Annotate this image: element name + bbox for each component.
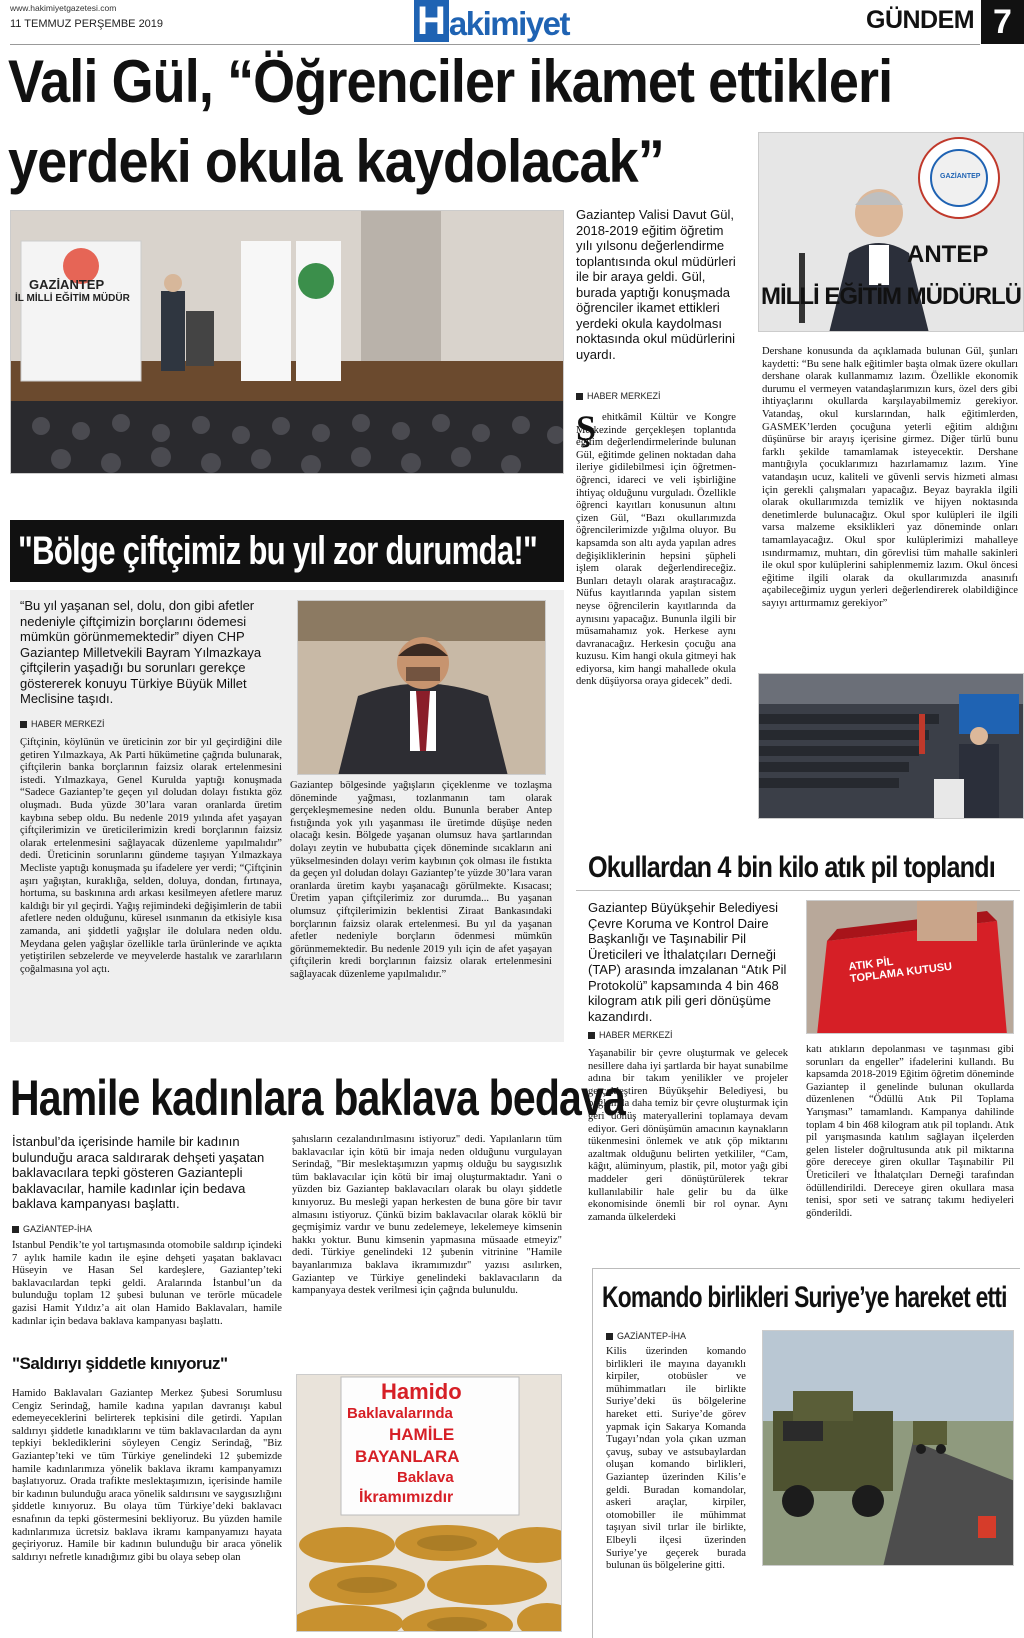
issue-date: 11 TEMMUZ PERŞEMBE 2019 — [10, 18, 164, 30]
governor-portrait-photo — [758, 132, 1024, 332]
sign-line1: Hamido — [381, 1379, 462, 1404]
byline-text: HABER MERKEZİ — [599, 1030, 673, 1040]
article2-column2: Gaziantep bölgesinde yağışların çiçeklenme ve tozlaşma döneminde yağması, tozlanmanın tam olarak gerçekleşmemesine neden oldu. Bununla beraber Antep fıstığında yok yılı yaşanması ile üretimde düşüşe neden olacağı kesin. Bölgede yaşanan olumsuz hava şartlarından dolayı zeytin ve hububatta çiçek döneminde sıcakların ani yükselmesinden dolayı verim kaybının çok olması ile fıstıkta da geçen yıl doludan dolayı Gaziantep’te yüzde 30’lara varan oranlarda üretim kaybı yaşanacağı görülmekte. Kısacası; Üretim yapan çiftçilerimiz zor durumda... Bu yaşanan olumsuz çiftçilerimizin beklentisi Ziraat Bankasındaki borçlarının faizsiz olarak ertelenmesi. Bu yıl da yaşanan afetler nedeniyle borçların ödenmesi mümkün görünmemektedir. Bu nedenle 2019 yılı için de afet yaşayan çiftçilerin kredi borçlarının faizsiz olarak ertelenmesini sağlayacak düzenleme yapılmalıdır.” — [290, 780, 552, 980]
article3-rule — [576, 890, 1020, 891]
byline-text: HABER MERKEZİ — [587, 391, 661, 401]
article4-headline: Hamile kadınlara baklava bedava — [10, 1070, 625, 1126]
article2-headline: "Bölge çiftçimiz bu yıl zor durumda!" — [18, 529, 538, 573]
article5-headline: Komando birlikleri Suriye’ye hareket etti — [602, 1281, 1007, 1314]
article1-headline-line1: Vali Gül, “Öğrenciler ikamet ettikleri — [8, 48, 893, 115]
article4-column1b: Hamido Baklavaları Gaziantep Merkez Şubesi Sorumlusu Cengiz Serindağ, hamile kadına yapılan davranışı kabul edemeyeceklerini belirterek tepkisini dile getirdi. Yapılan saldırıyı şiddetle kınadıklarını ve tüm baklavacılardan da aynı tepkiyi beklediklerini söyleyen Cengiz Serindağ, "Biz Gaziantep’teki ve tüm Türkiye genelindeki 12 şubemizde hamile kadınlarımıza yönelik baklava ikramı kampanyamızı başlatıyoruz. Orada trafikte meslektaşımızın, içerisinde hamile bir kadının bulunduğu araca yönelik saldırısını ve saygısızlığını şiddetle kınıyoruz. Bu olaya tüm Türkiye’deki baklavacı esnafının da tepki göstermesini bekliyoruz. Bu yüzden hamile kadınlarımıza ücretsiz baklava ikramı kampanyamızı hayata geçiriyoruz. Hamile bir kadının bulunduğu bir araca yönelik saldırıyı nefretle kınadığımız gibi bu olaya sebep olan — [12, 1388, 282, 1563]
portrait-banner-line1: ANTEP — [907, 241, 989, 268]
sign-line6: İkramımızdır — [359, 1489, 454, 1506]
byline-marker — [606, 1333, 613, 1340]
sign-line2: Baklavalarında — [347, 1405, 453, 1422]
byline-text: GAZİANTEP-İHA — [617, 1331, 687, 1341]
byline-text: GAZİANTEP-İHA — [23, 1224, 93, 1234]
battery-box-photo — [806, 900, 1014, 1034]
sign-line5: Baklava — [397, 1469, 454, 1486]
mp-portrait-art — [298, 601, 546, 775]
article1-column2: Dershane konusunda da açıklamada bulunan Gül, şunları kaydetti: “Bu sene halk eğitimler başta olmak üzere okulları dershane olarak kullanmamız lazım. Özellikle ekonomik durumu el vermeyen vatandaşlarımızın kurs, özel ders gibi ihtiyaçlarını okullarda karşılayabilmemiz gerekiyor. Vatandaş, okul kurslarından, halk eğitimlerden, GASMEK’lerden çocuğuna yeterli eğitim aldığını düşünürse bir arayış içerisine girmez. Diğer türlü bunu farklı şekilde tamamlamak isteyecektir. Dershane mantığıyla çocuklarımızı hazırlamamız lazım. Yine vatandaşın ucuz, kaliteli ve güvenli servis hizmeti alması için gerekli çalışmaları yapacağız. Beyaz bayrakla ilgili olarak okullarımızda temizlik ve hijyen noktasında denetimlerde bulunacağız. Okul spor kulüpleri ile ilgili varsa malzeme eksiklikleri yaz döneminde onları tamamlayacağız. Okul spor kulüplerimizi mahalleye ısındırmamız, muhtarı, din görevlisi tüm mahalle sakinleri ile okul spor kulüplerini sahiplenmemiz lazım. Okul öncesi eğitime ilgili olarak da okullarımızda anasınıfı açabileceğimiz uygun yerleri değerlendirerek olabildiğince sayıyı arttırmamız gerekiyor” — [762, 346, 1018, 609]
article1-dropcap: Ş — [576, 408, 597, 448]
baklava-sign-photo — [296, 1374, 562, 1632]
article4-column1a: İstanbul Pendik’te yol tartışmasında otomobile saldırıp içindeki 7 aylık hamile kadın ile eşine dehşeti yaşatan baklavacı Hüseyin ve Hasan Sel kardeşlere, Gaziantep’teki baklavacılardan tepki geldi. Aralarında İstanbul’un da bulunduğu toplam 12 şubesi bulunan ve terörle mücadele gazisi Hamit Yıldız’a ait olan Hamido Baklavaları, hamile kadınlar için bedava baklava kampanyası başlattı. — [12, 1240, 282, 1327]
article5-byline — [606, 1331, 686, 1341]
section-name: GÜNDEM — [866, 6, 975, 34]
stage-banner-line1: GAZİANTEP — [29, 277, 105, 292]
portrait-banner-line2: MİLLİ EĞİTİM MÜDÜRLÜ — [761, 283, 1021, 310]
byline-marker — [588, 1032, 595, 1039]
byline-marker — [20, 721, 27, 728]
article1-headline-line2: yerdeki okula kaydolacak” — [8, 128, 664, 195]
logo-letter: H — [414, 0, 449, 42]
masthead-logo[interactable] — [414, 0, 606, 42]
military-vehicle-art — [763, 1331, 1014, 1566]
article4-column2: şahısların cezalandırılmasını istiyoruz" dedi. Yapılanların tüm baklavacılar için kötü bir imaja neden olduğunu vurgulayan Serindağ, "Bir meslektaşımızın yapmış olduğu bu saygısızlık tüm baklavacılar için kötü bir imaj oluşturmaktadır. Yani o yüzden biz Gaziantep baklavacıları olarak bu olayı şiddetle kınıyoruz. Bu mesleği yapan herkesten de buna göre bir tavır almasını istiyoruz. Çünkü bizim baklavacılar olarak köklü bir geçmişimiz vardır ve bunu zedelemeye, lekelemeye kimsenin hakkı yoktur. Bunu kimsenin yapmasına müsaade etmeyiz" dedi. Türkiye genelindeki 12 şubenin vitrinine "Hamile bayanlarımıza baklava ikramımızdır" yazısı asılırken, Gaziantep ve Türkiye genelindeki baklavacıların da kampanyaya destek verilmesi için çağrıda bulunuldu. — [292, 1134, 562, 1297]
sign-line4: BAYANLARA — [355, 1447, 460, 1466]
stage-banner-line2: İL MİLLİ EĞİTİM MÜDÜR — [15, 293, 130, 304]
article3-lead: Gaziantep Büyükşehir Belediyesi Çevre Koruma ve Kontrol Daire Başkanlığı ve Taşınabilir Pil Üreticileri ve İthalatçıları Derneği (TAP) arasında imzalanan “Atık Pil Protokolü” kapsamında 4 bin 468 kilogram atık pili geri dönüşüme kazandırdı. — [588, 900, 787, 1024]
article3-byline — [588, 1030, 673, 1040]
conference-hall-photo — [758, 673, 1024, 819]
article1-byline — [576, 391, 661, 401]
portrait-seal-text: GAZİANTEP — [940, 173, 981, 180]
conference-photo — [10, 210, 564, 474]
article4-byline — [12, 1224, 92, 1234]
byline-marker — [12, 1226, 19, 1233]
article2-column1: Çiftçinin, köylünün ve üreticinin zor bir yıl geçirdiğini dile getiren Yılmazkaya, Ak Parti hükümetine çağrıda bulunarak, çiftçilerin banka borçlarının faizsiz olarak ertelenmesini istedi. Yılmazkaya, Genel Kurulda yaptığı konuşmada “Sadece Gaziantep’te geçen yıl doludan dolayı fıstıkta göz oluşmadı. Buda yüzde 30’lara varan oranlarda üretim kaybına sebep oldu. Bu nedenle 2019 yılında afet yaşayan çiftçilerimizin ve üreticilerimizin kredi borçlarının faizsiz olarak ertelenmesini sağlayacak düzenleme yapılmalıdır” dedi. Üreticinin sorunlarını gündeme taşıyan Yılmazkaya Mecliste yaptığı konuşmada şu ifadelere yer verdi; “Çiftçinin aşırı yağıştan, kuraklığa, selden, doluya, dondan, fırtınaya, hortuma, su baskınına ardı arkası kesilmeyen afetlere maruz kaldığı bir yıl geçirdi. Yağış rejimindeki değişimlerin de tabii afetlere neden olduğunu, küresel ısınmanın da etkisiyle kısa zamanda, ani şiddetli yağışlar ile dolulara neden oldu. Meydana gelen yağışlar özellikle tarla ürünlerinde ve açıkta yetiştirilen sebzelerde ve meyvelerde hastalık ve zararlıların çoğalmasına yol açtı. — [20, 737, 282, 975]
article1-lead: Gaziantep Valisi Davut Gül, 2018-2019 eğitim öğretim yılı yılsonu değerlendirme toplantısında okul müdürleri ile bir araya geldi. Gül, burada yaptığı konuşmada öğrenciler ikamet ettikleri yerdeki okula kaydolması noktasında okul müdürlerini uyardı. — [576, 207, 736, 362]
byline-marker — [576, 393, 583, 400]
page-number: 7 — [981, 0, 1024, 44]
military-vehicle-photo — [762, 1330, 1014, 1566]
article1-column1 — [576, 408, 736, 822]
conference-hall-art — [759, 674, 1024, 819]
battery-box-label: ATIK PİL TOPLAMA KUTUSU — [847, 955, 953, 986]
article4-subhead: "Saldırıyı şiddetle kınıyoruz" — [12, 1354, 228, 1373]
website-url[interactable]: www.hakimiyetgazetesi.com — [10, 3, 117, 13]
article3-column1: Yaşanabilir bir çevre oluşturmak ve gelecek nesillere daha iyi şartlarda bir hayat sunabilme adına bir takım yenilikler ve projeler gerçekleştiren Büyükşehir Belediyesi, bu bağlamda daha temiz bir çevre oluşturmak için geri dönüş materyallerini toplamaya devam ediyor. Geri dönüşümün amacının kaynakların tükenmesini önlemek ve atık çöp miktarını azaltmak olduğunu belirten yetkililer, “Cam, kâğıt, alüminyum, plastik, pil, motor yağı gibi maddeler geri dönüştürülerek tekrar kullanılabilir hale gelir bu da ülke ekonomisinde önemli bir rol oynar. Aynı zamanda ülkelerdeki — [588, 1048, 788, 1223]
article1-column1-text: ehitkâmil Kültür ve Kongre Merkezinde gerçekleşen toplantıda eğitim değerlendirmelerinde bulunan Gül, eğitimde gelinen noktadan daha ileriye gidilebilmesi için öğretmen-öğrenci, idareci ve veli işbirliğine ihtiyaç olduğunu vurguladı. Özellikle öğrenci kayıtları konusunun altını çizen Gül, “Bazı okullarımızda öğrencilerimizde yığılma oluyor. Bu kapsamda son altı ayda yapılan adres değişikliklerinin hepsini şüpheli işlem olarak değerlendireceğiz. Bunları detaylı olarak araştıracağız. Nüfus kayıtlarında yapılan sistem neyse öğrencilerin kayıtlarında da aynısını yapacağız. Bununla ilgili bir müsamahamız yok. Herkese aynı davranacağız. Herkesin çocuğu ana kuzusu. Kim hangi okula gitmeyi hak ediyorsa, kim hangi mahallede okula denk düşüyorsa oraya gidecek” dedi. — [576, 412, 736, 688]
sign-line3: HAMİLE — [389, 1425, 455, 1444]
byline-text: HABER MERKEZİ — [31, 719, 105, 729]
article2-byline — [20, 719, 105, 729]
article5-body: Kilis üzerinden komando birlikleri ile mayına dayanıklı kirpiler, otobüsler ve mühimmatları ile birlikte Suriye’deki üs bölgelerine hareket etti. Suriye’de görev yapmak için Sakarya Komanda Tugayı’ndan yola çıkan uzman çavuş, subay ve astsubaylardan oluşan komando birlikleri, Gaziantep üzerinden Kilis’e geldi. Buradan komandolar, askeri araçlar, kirpiler, otomobiller ile mühimmat taşıyan sivil tırlar ile birlikte, Elbeyli ilçesi üzerinden Suriye’ye geçerek burada bulunan üs bölgelerine gitti. — [606, 1346, 746, 1572]
article3-headline: Okullardan 4 bin kilo atık pil toplandı — [588, 851, 995, 884]
article2-lead: “Bu yıl yaşanan sel, dolu, don gibi afetler nedeniyle çiftçimizin borçlarını ödemesi mümkün görünmemektedir” diyen CHP Gaziantep Milletvekili Bayram Yılmazkaya çiftçilerin yaşadığı bu sorunları gerekçe göstererek konuyu Türkiye Büyük Millet Meclisine taşıdı. — [20, 598, 262, 706]
masthead-rule — [10, 44, 980, 45]
article4-lead: İstanbul’da içerisinde hamile bir kadının bulunduğu araca saldırarak dehşeti yaşatan baklavacılara tepki gösteren Gaziantepli baklavacılar, hamile kadınlar için bedava baklava kampanyası başlattı. — [12, 1134, 265, 1211]
conference-photo-art — [11, 211, 564, 474]
mp-portrait-photo — [297, 600, 546, 775]
logo-word: akimiyet — [448, 5, 569, 42]
article3-column2: katı atıkların depolanması ve taşınması gibi sorunları da engeller” ifadelerini kullandı. Bu kapsamda 2018-2019 Eğitim öğretim döneminde Gaziantep il genelinde bulunan okullarda düzenlenen “Ödüllü Atık Pil Toplama Yarışması” tamamlandı. Kampanya dahilinde toplam 4 bin 468 kilogram atık pil toplandı. Atık pil yarışmasında katılım sağlayan ilçelerden gelen listeler doğrultusunda atık pil miktarına göre dereceye giren okullar Taşınabilir Pil Üreticileri ve İthalatçıları Derneği tarafından ödüllendirildi. Dereceye giren okullara masa tenisi, spor seti ve satranç takımı hediyeleri gönderildi. — [806, 1044, 1014, 1219]
